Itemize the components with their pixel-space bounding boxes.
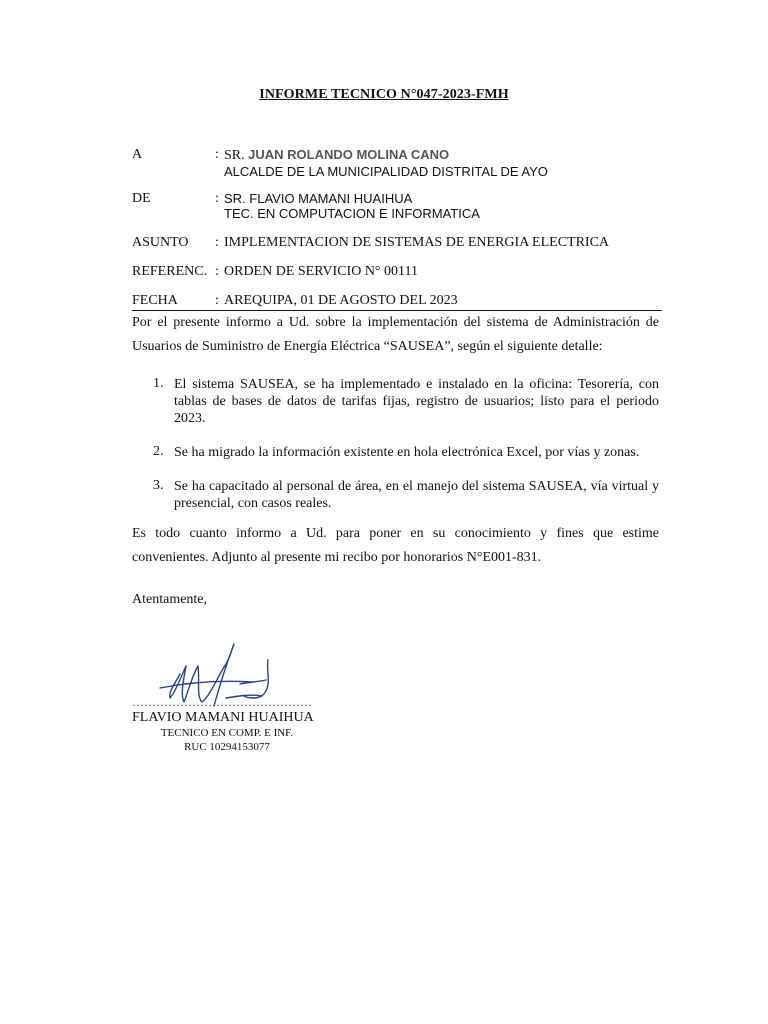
list-item-line: presencial, con casos reales. bbox=[174, 496, 332, 511]
header-a-colon: : bbox=[215, 147, 219, 162]
header-referenc-value: ORDEN DE SERVICIO N° 00111 bbox=[224, 264, 418, 279]
header-a-label: A bbox=[132, 147, 143, 162]
list-item-line: tablas de bases de datos de tarifas fijas, registro de usuarios; listo para el periodo bbox=[174, 394, 659, 409]
closing-salutation: Atentamente, bbox=[132, 592, 208, 607]
header-fecha-value: AREQUIPA, 01 DE AGOSTO DEL 2023 bbox=[224, 293, 458, 308]
list-item-line: Se ha capacitado al personal de área, en el manejo del sistema SAUSEA, vía virtual y bbox=[174, 479, 659, 494]
header-fecha-label: FECHA bbox=[132, 293, 178, 308]
list-item-text bbox=[174, 444, 659, 461]
closing-line-1: Es todo cuanto informo a Ud. para poner en su conocimiento y fines que estime bbox=[132, 526, 659, 541]
list-item-line: 2023. bbox=[174, 411, 206, 426]
header-asunto-value: IMPLEMENTACION DE SISTEMAS DE ENERGIA ELECTRICA bbox=[224, 235, 610, 250]
header-a-value bbox=[224, 147, 449, 164]
list-item-number: 1. bbox=[153, 376, 164, 391]
header-asunto-label: ASUNTO bbox=[132, 235, 189, 250]
document-title: INFORME TECNICO N°047-2023-FMH bbox=[259, 87, 509, 102]
closing-line-2: convenientes. Adjunto al presente mi recibo por honorarios N°E001-831. bbox=[132, 550, 542, 565]
list-item-number: 3. bbox=[153, 478, 164, 493]
header-de-line1: SR. FLAVIO MAMANI HUAIHUA bbox=[224, 191, 413, 206]
signature-line: ……………………………………… bbox=[132, 695, 312, 709]
list-item-text bbox=[174, 478, 659, 512]
intro-line-1: Por el presente informo a Ud. sobre la implementación del sistema de Administración de bbox=[132, 315, 659, 330]
header-a-name: JUAN ROLANDO MOLINA CANO bbox=[248, 147, 450, 162]
header-a-line2: ALCALDE DE LA MUNICIPALIDAD DISTRITAL DE AYO bbox=[224, 164, 548, 179]
list-item-line: Se ha migrado la información existente en hola electrónica Excel, por vías y zonas. bbox=[174, 445, 640, 460]
header-fecha-colon: : bbox=[215, 293, 219, 308]
header-asunto-colon: : bbox=[215, 235, 219, 250]
list-item-line: El sistema SAUSEA, se ha implementado e instalado en la oficina: Tesorería, con bbox=[174, 377, 659, 392]
header-de-line2: TEC. EN COMPUTACION E INFORMATICA bbox=[224, 206, 480, 221]
header-referenc-label: REFERENC. bbox=[132, 264, 208, 279]
list-item-number: 2. bbox=[153, 444, 164, 459]
signer-role: TECNICO EN COMP. E INF. bbox=[160, 727, 294, 739]
header-de-colon: : bbox=[215, 191, 219, 206]
closing-paragraph bbox=[132, 522, 659, 570]
signer-name: FLAVIO MAMANI HUAIHUA bbox=[132, 710, 314, 725]
header-referenc-colon: : bbox=[215, 264, 219, 279]
intro-line-2: Usuarios de Suministro de Energía Eléctrica “SAUSEA”, según el siguiente detalle: bbox=[132, 339, 603, 354]
header-de-label: DE bbox=[132, 191, 151, 206]
header-a-prefix: SR. bbox=[224, 148, 249, 163]
signer-ruc: RUC 10294153077 bbox=[184, 741, 270, 753]
list-item-text bbox=[174, 376, 659, 427]
intro-paragraph bbox=[132, 311, 659, 359]
